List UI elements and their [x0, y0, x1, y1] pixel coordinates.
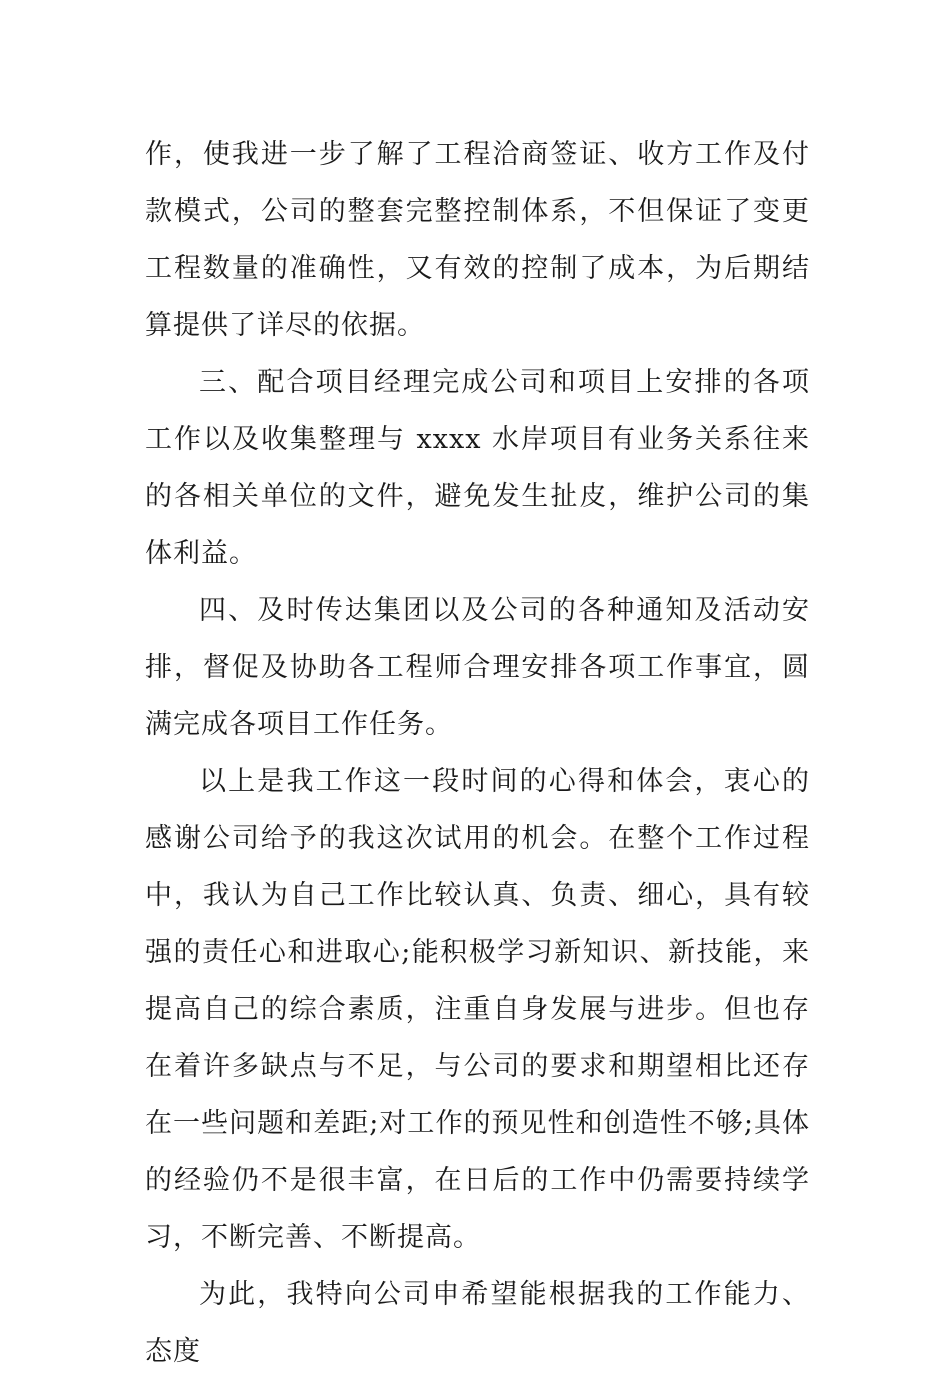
paragraph-2: 三、配合项目经理完成公司和项目上安排的各项工作以及收集整理与 xxxx 水岸项目有业务关系往来的各相关单位的文件，避免发生扯皮，维护公司的集体利益。 [145, 367, 810, 569]
paragraph-4: 以上是我工作这一段时间的心得和体会，衷心的感谢公司给予的我这次试用的机会。在整个工作过程中，我认为自己工作比较认真、负责、细心，具有较强的责任心和进取心;能积极学习新知识、新技能，来提高自己的综合素质，注重自身发展与进步。但也存在着许多缺点与不足，与公司的要求和期望相比还存在一些问题和差距;对工作的预见性和创造性不够;具体的经验仍不是很丰富，在日后的工作中仍需要持续学习，不断完善、不断提高。 [145, 766, 810, 1253]
paragraph-5: 为此，我特向公司申希望能根据我的工作能力、态度 [145, 1279, 810, 1367]
document-body [145, 126, 810, 1380]
paragraph-1: 作，使我进一步了解了工程洽商签证、收方工作及付款模式，公司的整套完整控制体系，不但保证了变更工程数量的准确性，又有效的控制了成本，为后期结算提供了详尽的依据。 [145, 139, 810, 341]
paragraph-3: 四、及时传达集团以及公司的各种通知及活动安排，督促及协助各工程师合理安排各项工作事宜，圆满完成各项目工作任务。 [145, 595, 810, 740]
